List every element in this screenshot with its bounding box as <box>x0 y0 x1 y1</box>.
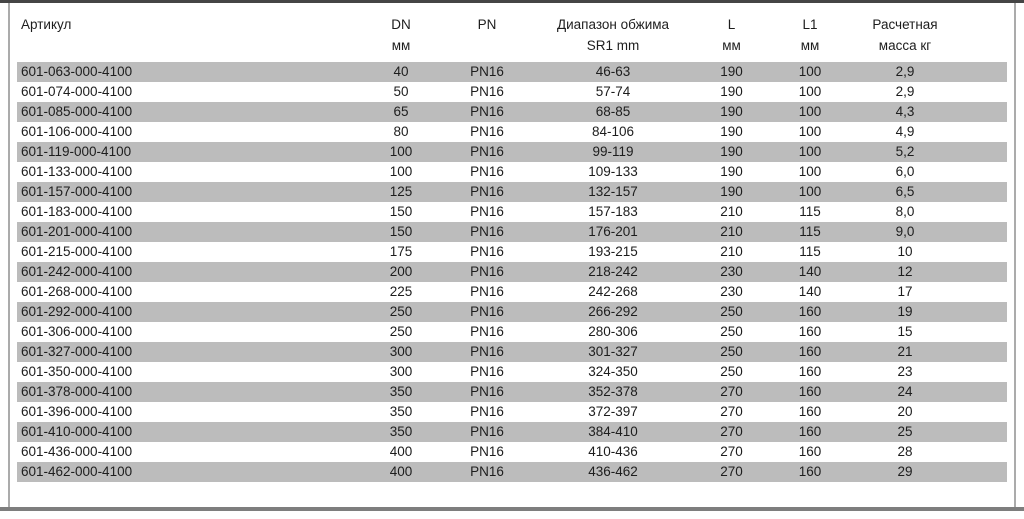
cell-range: 46-63 <box>535 62 691 82</box>
col-header-range-label: Диапазон обжима <box>556 17 670 32</box>
cell-l1: 160 <box>772 382 848 402</box>
cell-dn: 65 <box>363 102 439 122</box>
cell-article: 601-396-000-4100 <box>21 404 133 419</box>
cell-mass: 4,3 <box>848 102 962 122</box>
cell-dn: 300 <box>363 342 439 362</box>
row-spacer <box>962 462 1007 482</box>
col-header-article-unit <box>17 35 363 62</box>
cell-l: 230 <box>691 262 772 282</box>
cell-l1: 115 <box>772 222 848 242</box>
table-header <box>17 9 1007 62</box>
table-row <box>17 122 1007 142</box>
table-area <box>9 3 1015 507</box>
cell-article: 601-462-000-4100 <box>17 462 363 482</box>
cell-mass: 2,9 <box>895 84 915 99</box>
cell-range: 68-85 <box>535 102 691 122</box>
table-row <box>17 142 1007 162</box>
row-spacer <box>962 142 1007 162</box>
cell-l: 210 <box>720 204 743 219</box>
cell-l1: 100 <box>798 124 822 139</box>
row-spacer <box>962 302 1007 322</box>
table-row <box>17 462 1007 482</box>
cell-l: 190 <box>720 84 743 99</box>
cell-dn: 80 <box>393 124 409 139</box>
col-header-dn-unit: мм <box>391 38 411 53</box>
cell-mass: 25 <box>848 422 962 442</box>
cell-range: 157-183 <box>588 204 638 219</box>
table-row <box>17 82 1007 102</box>
cell-l: 190 <box>720 164 743 179</box>
cell-pn: PN16 <box>439 422 535 442</box>
cell-dn: 40 <box>363 62 439 82</box>
table-row <box>17 442 1007 462</box>
cell-mass: 4,9 <box>895 124 915 139</box>
table-row <box>17 222 1007 242</box>
row-spacer <box>962 222 1007 242</box>
cell-range: 436-462 <box>535 462 691 482</box>
cell-article: 601-410-000-4100 <box>17 422 363 442</box>
table-row <box>17 402 1007 422</box>
cell-dn: 350 <box>363 422 439 442</box>
cell-mass: 17 <box>897 284 913 299</box>
table-row <box>17 242 1007 262</box>
col-header-pn-unit <box>439 35 535 62</box>
row-spacer <box>962 122 1007 142</box>
table-row <box>17 182 1007 202</box>
col-header-mass <box>848 9 962 62</box>
cell-l: 250 <box>691 302 772 322</box>
cell-l: 210 <box>691 222 772 242</box>
cell-l: 250 <box>691 342 772 362</box>
row-spacer <box>962 422 1007 442</box>
cell-pn: PN16 <box>439 222 535 242</box>
product-spec-table <box>17 9 1007 482</box>
cell-l: 190 <box>720 124 743 139</box>
cell-pn: PN16 <box>470 164 504 179</box>
cell-l: 250 <box>720 364 743 379</box>
cell-article: 601-242-000-4100 <box>17 262 363 282</box>
cell-l1: 100 <box>798 164 822 179</box>
row-spacer <box>962 162 1007 182</box>
cell-mass: 9,0 <box>848 222 962 242</box>
cell-range: 280-306 <box>588 324 638 339</box>
cell-range: 132-157 <box>535 182 691 202</box>
cell-article: 601-085-000-4100 <box>17 102 363 122</box>
cell-pn: PN16 <box>470 444 504 459</box>
cell-mass: 21 <box>848 342 962 362</box>
cell-dn: 350 <box>363 382 439 402</box>
cell-l1: 160 <box>798 364 822 379</box>
row-spacer <box>962 202 1007 222</box>
cell-range: 384-410 <box>535 422 691 442</box>
col-header-mass-unit: масса кг <box>878 38 932 53</box>
cell-article: 601-292-000-4100 <box>17 302 363 322</box>
cell-range: 372-397 <box>588 404 638 419</box>
cell-dn: 350 <box>389 404 413 419</box>
cell-pn: PN16 <box>439 382 535 402</box>
table-row <box>17 322 1007 342</box>
cell-l1: 160 <box>772 342 848 362</box>
cell-range: 352-378 <box>535 382 691 402</box>
cell-dn: 150 <box>363 222 439 242</box>
cell-article: 601-327-000-4100 <box>17 342 363 362</box>
cell-l1: 160 <box>772 462 848 482</box>
cell-article: 601-133-000-4100 <box>21 164 133 179</box>
cell-article: 601-063-000-4100 <box>17 62 363 82</box>
row-spacer <box>962 282 1007 302</box>
cell-l1: 115 <box>799 244 821 259</box>
cell-l1: 160 <box>772 422 848 442</box>
cell-l1: 160 <box>798 404 822 419</box>
cell-dn: 125 <box>363 182 439 202</box>
cell-range: 193-215 <box>588 244 638 259</box>
table-row <box>17 342 1007 362</box>
cell-range: 57-74 <box>595 84 631 99</box>
row-spacer <box>962 82 1007 102</box>
row-spacer <box>962 102 1007 122</box>
cell-article: 601-436-000-4100 <box>21 444 133 459</box>
cell-l: 190 <box>691 102 772 122</box>
cell-mass: 29 <box>848 462 962 482</box>
col-header-article-label: Артикул <box>21 17 72 32</box>
cell-pn: PN16 <box>470 284 504 299</box>
cell-article: 601-157-000-4100 <box>17 182 363 202</box>
header-row <box>17 9 1007 62</box>
cell-mass: 23 <box>897 364 913 379</box>
cell-l: 230 <box>720 284 743 299</box>
col-header-mass-label: Расчетная <box>872 17 938 32</box>
cell-pn: PN16 <box>470 244 504 259</box>
table-row <box>17 62 1007 82</box>
cell-l1: 160 <box>798 444 822 459</box>
cell-dn: 300 <box>389 364 413 379</box>
cell-range: 84-106 <box>591 124 635 139</box>
cell-range: 301-327 <box>535 342 691 362</box>
cell-mass: 6,5 <box>848 182 962 202</box>
cell-l: 270 <box>720 444 743 459</box>
row-spacer <box>962 382 1007 402</box>
cell-article: 601-119-000-4100 <box>17 142 363 162</box>
cell-mass: 6,0 <box>895 164 915 179</box>
col-header-l <box>691 9 772 62</box>
cell-pn: PN16 <box>439 342 535 362</box>
cell-pn: PN16 <box>470 404 504 419</box>
cell-mass: 20 <box>897 404 913 419</box>
col-header-l-label: L <box>727 17 736 32</box>
cell-article: 601-378-000-4100 <box>17 382 363 402</box>
table-body <box>17 62 1007 482</box>
col-header-l-unit: мм <box>722 38 741 53</box>
col-header-l1-label: L1 <box>802 17 818 32</box>
cell-l1: 100 <box>798 84 822 99</box>
table-row <box>17 282 1007 302</box>
table-row <box>17 422 1007 442</box>
cell-range: 410-436 <box>588 444 638 459</box>
cell-pn: PN16 <box>470 124 504 139</box>
col-header-dn <box>363 9 439 62</box>
cell-mass: 28 <box>897 444 913 459</box>
cell-article: 601-268-000-4100 <box>21 284 133 299</box>
col-header-range-unit: SR1 mm <box>586 38 640 53</box>
cell-l1: 160 <box>772 302 848 322</box>
cell-pn: PN16 <box>439 262 535 282</box>
cell-dn: 175 <box>389 244 413 259</box>
cell-pn: PN16 <box>470 204 504 219</box>
col-header-spacer <box>962 9 1007 62</box>
cell-mass: 10 <box>897 244 913 259</box>
cell-range: 218-242 <box>535 262 691 282</box>
col-header-article <box>17 9 363 62</box>
col-header-l1 <box>772 9 848 62</box>
cell-article: 601-106-000-4100 <box>21 124 133 139</box>
table-row <box>17 382 1007 402</box>
cell-article: 601-215-000-4100 <box>21 244 133 259</box>
cell-pn: PN16 <box>439 142 535 162</box>
row-spacer <box>962 442 1007 462</box>
cell-l: 190 <box>691 62 772 82</box>
cell-l: 270 <box>691 422 772 442</box>
cell-l: 190 <box>691 182 772 202</box>
cell-mass: 12 <box>848 262 962 282</box>
col-header-pn <box>439 9 535 62</box>
row-spacer <box>962 322 1007 342</box>
cell-pn: PN16 <box>470 364 504 379</box>
cell-pn: PN16 <box>439 302 535 322</box>
col-header-range <box>535 9 691 62</box>
table-row <box>17 262 1007 282</box>
cell-l1: 115 <box>799 204 821 219</box>
cell-l: 270 <box>691 462 772 482</box>
cell-mass: 2,9 <box>848 62 962 82</box>
cell-l1: 160 <box>798 324 822 339</box>
cell-dn: 150 <box>389 204 413 219</box>
table-row <box>17 102 1007 122</box>
cell-dn: 50 <box>393 84 409 99</box>
cell-range: 324-350 <box>588 364 638 379</box>
cell-article: 601-074-000-4100 <box>21 84 133 99</box>
table-row <box>17 302 1007 322</box>
cell-article: 601-183-000-4100 <box>21 204 133 219</box>
cell-article: 601-201-000-4100 <box>17 222 363 242</box>
row-spacer <box>962 182 1007 202</box>
table-row <box>17 362 1007 382</box>
cell-range: 242-268 <box>588 284 638 299</box>
cell-dn: 225 <box>389 284 413 299</box>
cell-l1: 100 <box>772 142 848 162</box>
bottom-rule <box>0 507 1024 511</box>
row-spacer <box>962 242 1007 262</box>
cell-pn: PN16 <box>439 182 535 202</box>
cell-range: 176-201 <box>535 222 691 242</box>
cell-article: 601-350-000-4100 <box>21 364 133 379</box>
cell-pn: PN16 <box>439 62 535 82</box>
cell-l: 210 <box>720 244 743 259</box>
row-spacer <box>962 362 1007 382</box>
cell-l: 250 <box>720 324 743 339</box>
cell-dn: 100 <box>363 142 439 162</box>
cell-l1: 100 <box>772 62 848 82</box>
cell-dn: 250 <box>363 302 439 322</box>
cell-l: 190 <box>691 142 772 162</box>
cell-mass: 24 <box>848 382 962 402</box>
cell-l1: 100 <box>772 182 848 202</box>
row-spacer <box>962 62 1007 82</box>
cell-l1: 140 <box>772 262 848 282</box>
row-spacer <box>962 402 1007 422</box>
cell-l1: 140 <box>798 284 822 299</box>
cell-mass: 5,2 <box>848 142 962 162</box>
row-spacer <box>962 342 1007 362</box>
cell-dn: 250 <box>389 324 413 339</box>
cell-range: 99-119 <box>535 142 691 162</box>
col-header-l1-unit: мм <box>800 38 820 53</box>
cell-dn: 400 <box>363 462 439 482</box>
cell-article: 601-306-000-4100 <box>21 324 133 339</box>
row-spacer <box>962 262 1007 282</box>
cell-range: 266-292 <box>535 302 691 322</box>
table-row <box>17 162 1007 182</box>
cell-l1: 100 <box>772 102 848 122</box>
col-header-dn-label: DN <box>391 17 411 32</box>
cell-pn: PN16 <box>470 84 504 99</box>
cell-mass: 15 <box>897 324 913 339</box>
cell-pn: PN16 <box>439 102 535 122</box>
cell-l: 270 <box>720 404 743 419</box>
cell-range: 109-133 <box>588 164 638 179</box>
cell-l: 270 <box>691 382 772 402</box>
cell-dn: 200 <box>363 262 439 282</box>
cell-pn: PN16 <box>439 462 535 482</box>
cell-mass: 8,0 <box>895 204 915 219</box>
cell-dn: 100 <box>389 164 413 179</box>
table-row <box>17 202 1007 222</box>
cell-dn: 400 <box>389 444 413 459</box>
cell-pn: PN16 <box>470 324 504 339</box>
cell-mass: 19 <box>848 302 962 322</box>
col-header-pn-label: PN <box>477 17 497 32</box>
